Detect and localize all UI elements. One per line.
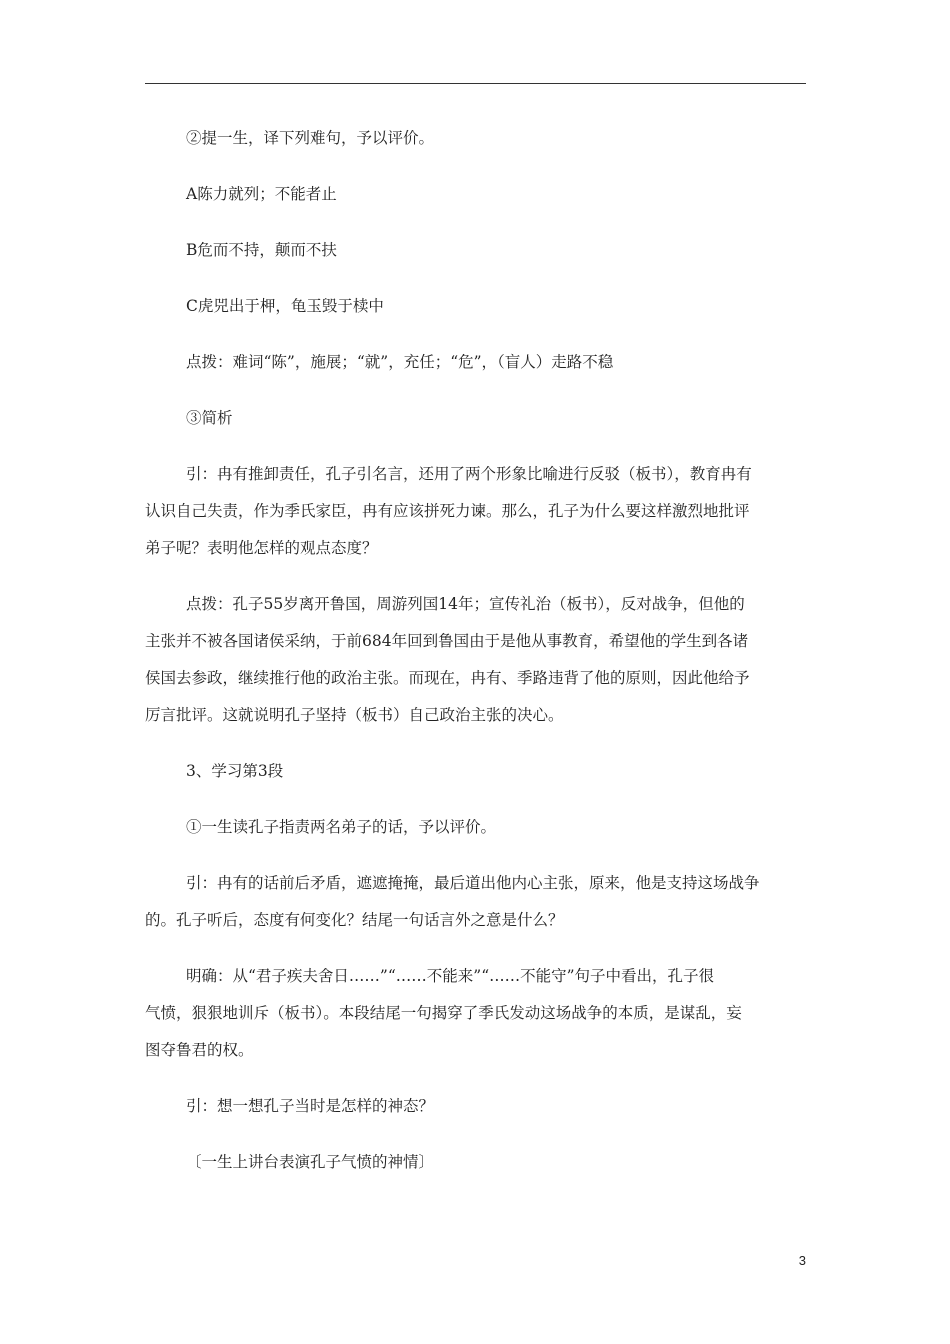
paragraph: [145, 400, 810, 437]
text-line: 点拨：难词“陈”，施展；“就”，充任；“危”，（盲人）走路不稳: [186, 353, 614, 371]
document-body: [145, 120, 810, 1181]
text-line: 引：冉有推卸责任，孔子引名言，还用了两个形象比喻进行反驳（板书），教育冉有: [186, 465, 752, 483]
text-line: 厉言批评。这就说明孔子坚持（板书）自己政治主张的决心。: [145, 706, 564, 724]
paragraph: [145, 865, 810, 939]
text-line: B危而不持，颠而不扶: [186, 241, 337, 259]
text-line: 图夺鲁君的权。: [145, 1041, 254, 1059]
paragraph: [145, 176, 810, 213]
paragraph: [145, 1088, 810, 1125]
text-line: 引：想一想孔子当时是怎样的神态？: [186, 1097, 435, 1115]
text-line: C虎兕出于柙，龟玉毁于椟中: [186, 297, 384, 315]
text-line: 的。孔子听后，态度有何变化？结尾一句话言外之意是什么？: [145, 911, 564, 929]
paragraph: [145, 1144, 810, 1181]
text-line: 明确：从“君子疾夫舍日……”“……不能来”“……不能守”句子中看出，孔子很: [186, 967, 715, 985]
text-line: 弟子呢？表明他怎样的观点态度？: [145, 539, 378, 557]
header-rule: [145, 83, 806, 84]
paragraph: [145, 120, 810, 157]
text-line: 点拨：孔子55岁离开鲁国，周游列国14年；宣传礼治（板书），反对战争，但他的: [186, 595, 745, 613]
paragraph: [145, 809, 810, 846]
paragraph: [145, 288, 810, 325]
text-line: ③简析: [186, 409, 233, 427]
section-heading: [145, 753, 810, 790]
text-line: 3、学习第3段: [186, 762, 284, 780]
paragraph: [145, 586, 810, 734]
text-line: ②提一生，译下列难句，予以评价。: [186, 129, 435, 147]
text-line: 主张并不被各国诸侯采纳，于前684年回到鲁国由于是他从事教育，希望他的学生到各诸: [145, 632, 749, 650]
text-line: 气愤，狠狠地训斥（板书）。本段结尾一句揭穿了季氏发动这场战争的本质，是谋乱，妄: [145, 1004, 742, 1022]
text-line: 引：冉有的话前后矛盾，遮遮掩掩，最后道出他内心主张，原来，他是支持这场战争: [186, 874, 760, 892]
paragraph: [145, 456, 810, 567]
paragraph: [145, 344, 810, 381]
text-line: ①一生读孔子指责两名弟子的话，予以评价。: [186, 818, 497, 836]
text-line: 侯国去参政，继续推行他的政治主张。而现在，冉有、季路违背了他的原则，因此他给予: [145, 669, 750, 687]
paragraph: [145, 232, 810, 269]
text-line: A陈力就列；不能者止: [186, 185, 337, 203]
text-line: 认识自己失责，作为季氏家臣，冉有应该拼死力谏。那么，孔子为什么要这样激烈地批评: [145, 502, 750, 520]
text-line: 〔一生上讲台表演孔子气愤的神情〕: [186, 1153, 435, 1171]
page-number: 3: [798, 1253, 806, 1268]
paragraph: [145, 958, 810, 1069]
